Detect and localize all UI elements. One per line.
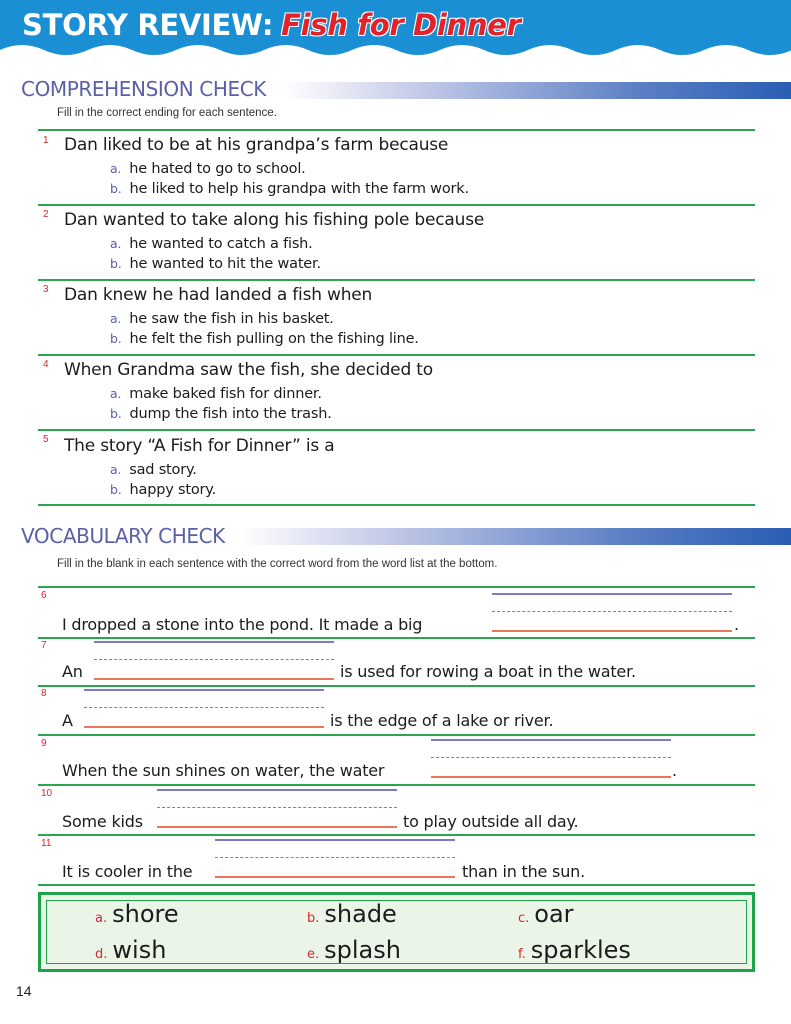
word-letter: f. <box>518 947 526 962</box>
option-a[interactable] <box>110 386 322 402</box>
question-text: Dan wanted to take along his fishing pole because <box>64 210 485 230</box>
word-letter: a. <box>95 911 108 926</box>
comprehension-instructions: Fill in the correct ending for each sentence. <box>57 107 277 119</box>
option-text: he wanted to catch a fish. <box>129 236 313 252</box>
option-b[interactable] <box>110 181 469 197</box>
vocabulary-instructions: Fill in the blank in each sentence with the correct word from the word list at the bottom. <box>57 558 498 570</box>
divider <box>38 204 755 206</box>
word-letter: c. <box>518 911 530 926</box>
word-text: wish <box>112 936 167 964</box>
option-letter: b. <box>110 406 122 421</box>
word-letter: d. <box>95 947 108 962</box>
question-number: 2 <box>43 209 49 220</box>
divider <box>38 784 755 786</box>
option-text: dump the fish into the trash. <box>129 406 332 422</box>
option-text: he saw the fish in his basket. <box>129 311 334 327</box>
sentence-number: 8 <box>41 688 47 699</box>
sentence-text: Some kids <box>62 812 143 831</box>
question-number: 3 <box>43 284 49 295</box>
option-a[interactable] <box>110 311 334 327</box>
option-b[interactable] <box>110 331 419 347</box>
divider <box>38 129 755 131</box>
word-choice <box>95 936 166 964</box>
option-letter: b. <box>110 256 122 271</box>
comprehension-title-bar <box>283 82 791 99</box>
word-letter: e. <box>307 947 320 962</box>
option-b[interactable] <box>110 406 332 422</box>
answer-blank[interactable] <box>215 839 455 879</box>
divider <box>38 279 755 281</box>
divider <box>38 734 755 736</box>
option-letter: b. <box>110 482 122 497</box>
word-choice <box>518 936 631 964</box>
sentence-text-end: is used for rowing a boat in the water. <box>340 662 636 681</box>
option-text: make baked fish for dinner. <box>129 386 322 402</box>
question-text: When Grandma saw the fish, she decided to <box>64 360 433 380</box>
page-number: 14 <box>16 983 32 999</box>
question-text: Dan liked to be at his grandpa’s farm because <box>64 135 449 155</box>
divider <box>38 354 755 356</box>
option-b[interactable] <box>110 482 216 498</box>
word-choice <box>307 936 401 964</box>
title-prefix: STORY REVIEW: <box>22 8 274 42</box>
answer-blank[interactable] <box>94 641 334 681</box>
option-letter: b. <box>110 331 122 346</box>
vocabulary-title: VOCABULARY CHECK <box>21 524 225 548</box>
sentence-text: When the sun shines on water, the water <box>62 761 385 780</box>
sentence-text: I dropped a stone into the pond. It made a big <box>62 615 423 634</box>
divider <box>38 884 755 886</box>
divider <box>38 685 755 687</box>
sentence-number: 7 <box>41 640 47 651</box>
question-number: 1 <box>43 135 49 146</box>
option-text: happy story. <box>129 482 216 498</box>
question-text: The story “A Fish for Dinner” is a <box>64 436 335 456</box>
divider <box>38 834 755 836</box>
answer-blank[interactable] <box>84 689 324 729</box>
story-title: Fish for Dinner <box>281 8 521 42</box>
divider <box>38 637 755 639</box>
page-title <box>22 8 521 42</box>
option-letter: b. <box>110 181 122 196</box>
answer-blank[interactable] <box>492 593 732 633</box>
sentence-text-end: . <box>672 761 677 780</box>
sentence-text-end: to play outside all day. <box>403 812 579 831</box>
sentence-number: 10 <box>41 788 53 799</box>
word-text: sparkles <box>530 936 631 964</box>
option-letter: a. <box>110 236 122 251</box>
word-choice <box>518 900 574 928</box>
question-text: Dan knew he had landed a fish when <box>64 285 373 305</box>
divider <box>38 586 755 588</box>
sentence-text: An <box>62 662 83 681</box>
sentence-text: A <box>62 711 73 730</box>
comprehension-title: COMPREHENSION CHECK <box>21 77 266 101</box>
word-letter: b. <box>307 911 320 926</box>
sentence-text-end: than in the sun. <box>462 862 585 881</box>
option-text: he wanted to hit the water. <box>129 256 321 272</box>
option-text: sad story. <box>129 462 197 478</box>
answer-blank[interactable] <box>431 739 671 779</box>
option-a[interactable] <box>110 161 306 177</box>
word-text: shade <box>324 900 397 928</box>
option-letter: a. <box>110 386 122 401</box>
sentence-number: 6 <box>41 590 47 601</box>
option-a[interactable] <box>110 236 313 252</box>
word-text: oar <box>534 900 574 928</box>
divider <box>38 504 755 506</box>
word-text: splash <box>324 936 401 964</box>
word-choice <box>95 900 179 928</box>
header-banner <box>0 0 791 60</box>
option-text: he hated to go to school. <box>129 161 306 177</box>
sentence-text-end: is the edge of a lake or river. <box>330 711 554 730</box>
option-letter: a. <box>110 161 122 176</box>
word-choice <box>307 900 397 928</box>
option-b[interactable] <box>110 256 321 272</box>
vocabulary-title-bar <box>238 528 791 545</box>
sentence-text-end: . <box>734 615 739 634</box>
word-text: shore <box>112 900 179 928</box>
sentence-number: 9 <box>41 738 47 749</box>
option-text: he felt the fish pulling on the fishing line. <box>129 331 419 347</box>
sentence-number: 11 <box>41 838 52 849</box>
question-number: 5 <box>43 434 49 445</box>
sentence-text: It is cooler in the <box>62 862 193 881</box>
option-letter: a. <box>110 311 122 326</box>
divider <box>38 429 755 431</box>
option-a[interactable] <box>110 462 197 478</box>
option-letter: a. <box>110 462 122 477</box>
option-text: he liked to help his grandpa with the farm work. <box>129 181 469 197</box>
question-number: 4 <box>43 359 49 370</box>
answer-blank[interactable] <box>157 789 397 829</box>
